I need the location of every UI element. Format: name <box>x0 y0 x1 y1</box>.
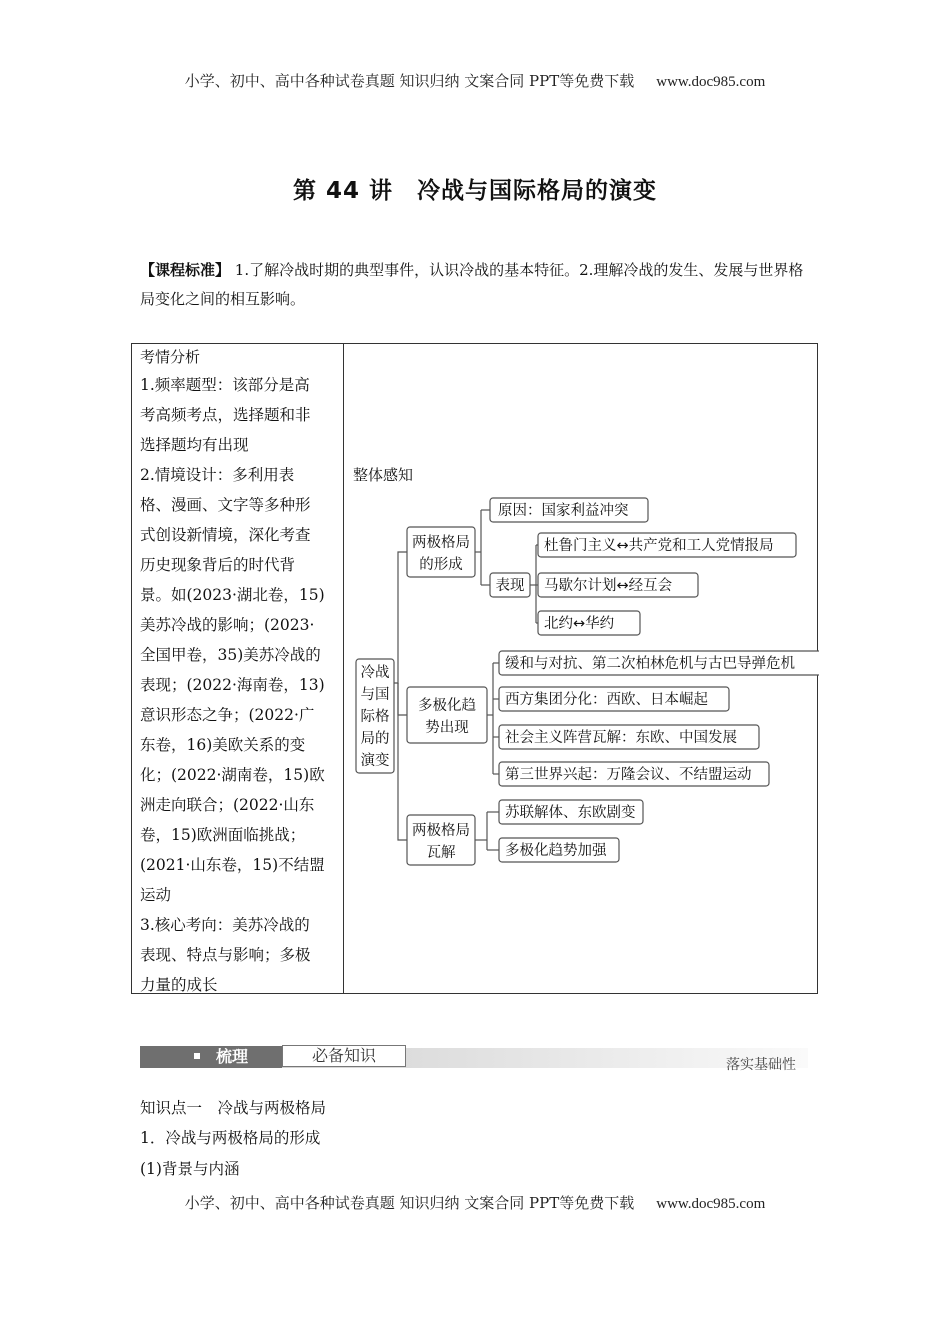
exam-analysis-line: 1.频率题型：该部分是高 <box>140 376 310 394</box>
sub-subsection-title: (1)背景与内涵 <box>140 1160 240 1178</box>
node-third-world <box>499 762 769 786</box>
svg-text:原因：国家利益冲突: 原因：国家利益冲突 <box>498 503 629 519</box>
svg-text:马歇尔计划↔经互会: 马歇尔计划↔经互会 <box>544 578 673 594</box>
footer-text: 小学、初中、高中各种试卷真题 知识归纳 文案合同 PPT等免费下载 <box>184 1194 635 1212</box>
exam-analysis-line: 表现、特点与影响；多极 <box>140 946 311 964</box>
exam-analysis-line: 景。如(2023·湖北卷，15) <box>140 586 325 604</box>
exam-analysis-line: 3.核心考向：美苏冷战的 <box>140 916 310 934</box>
subsection-title: 1．冷战与两极格局的形成 <box>140 1129 321 1147</box>
node-socialist-collapse <box>499 725 759 749</box>
exam-analysis-line: 全国甲卷，35)美苏冷战的 <box>140 646 321 664</box>
svg-text:与国: 与国 <box>360 687 390 703</box>
exam-analysis-line: 考高频考点，选择题和非 <box>140 406 311 424</box>
svg-text:第三世界兴起：万隆会议、不结盟运动: 第三世界兴起：万隆会议、不结盟运动 <box>505 767 752 783</box>
svg-text:际格: 际格 <box>360 709 390 725</box>
svg-text:杜鲁门主义↔共产党和工人党情报局: 杜鲁门主义↔共产党和工人党情报局 <box>544 538 774 554</box>
node-multipolar-strengthen <box>499 838 619 862</box>
branch-multipolar-trend <box>407 687 487 743</box>
node-nato-warsaw <box>538 611 640 635</box>
svg-text:缓和与对抗、第二次柏林危机与古巴导弹危机: 缓和与对抗、第二次柏林危机与古巴导弹危机 <box>505 656 795 672</box>
banner-light-tab: 必备知识 <box>282 1045 406 1067</box>
square-bullet-icon <box>194 1053 200 1059</box>
lesson-title: 第 44 讲 冷战与国际格局的演变 <box>292 178 658 204</box>
exam-analysis-line: 卷，15)欧洲面临挑战； <box>140 826 306 844</box>
mindmap <box>132 344 819 995</box>
svg-text:瓦解: 瓦解 <box>426 845 456 861</box>
header-url[interactable]: www.doc985.com <box>656 74 766 90</box>
svg-text:势出现: 势出现 <box>425 720 469 736</box>
exam-analysis-line: 美苏冷战的影响；(2023· <box>140 616 315 634</box>
exam-analysis-line: 东卷，16)美欧关系的变 <box>140 736 306 754</box>
overview-table <box>131 343 818 994</box>
node-cause <box>490 498 648 522</box>
svg-text:局的: 局的 <box>360 731 390 747</box>
branch-bipolar-collapse <box>407 815 475 865</box>
svg-text:多极化趋势加强: 多极化趋势加强 <box>505 843 607 859</box>
header-text: 小学、初中、高中各种试卷真题 知识归纳 文案合同 PPT等免费下载 <box>184 72 635 90</box>
exam-analysis-line: 格、漫画、文字等多种形 <box>140 496 311 514</box>
mindmap-root <box>356 659 394 773</box>
branch-bipolar-formation <box>407 527 475 577</box>
banner-dark-tab <box>140 1046 282 1068</box>
banner-dark-label: 梳理 <box>216 1047 249 1066</box>
svg-text:多极化趋: 多极化趋 <box>418 698 476 714</box>
node-detente-crises <box>499 651 819 675</box>
node-marshall-comecon <box>538 573 698 597</box>
node-soviet-dissolution <box>499 800 643 824</box>
node-western-split <box>499 687 729 711</box>
exam-analysis-line: 式创设新情境，深化考查 <box>140 526 311 544</box>
page-footer <box>0 1192 950 1213</box>
exam-analysis-line: 洲走向联合；(2022·山东 <box>140 796 315 814</box>
node-truman-cominform <box>538 533 796 557</box>
svg-text:北约↔华约: 北约↔华约 <box>544 616 615 632</box>
course-standard-label: 【课程标准】 <box>140 261 231 279</box>
section-banner <box>140 1042 808 1082</box>
svg-text:西方集团分化：西欧、日本崛起: 西方集团分化：西欧、日本崛起 <box>505 692 708 708</box>
exam-analysis-heading: 考情分析 <box>140 348 201 366</box>
course-standard <box>140 256 816 314</box>
svg-text:冷战: 冷战 <box>360 665 390 681</box>
svg-text:苏联解体、东欧剧变: 苏联解体、东欧剧变 <box>505 805 636 821</box>
exam-analysis-line: 历史现象背后的时代背 <box>140 556 296 574</box>
knowledge-point-title: 知识点一 冷战与两极格局 <box>140 1099 327 1117</box>
svg-text:社会主义阵营瓦解：东欧、中国发展: 社会主义阵营瓦解：东欧、中国发展 <box>505 730 737 746</box>
course-standard-text: 1.了解冷战时期的典型事件，认识冷战的基本特征。2.理解冷战的发生、发展与世界格局变化之间的相互影响。 <box>140 261 804 308</box>
exam-analysis-line: 力量的成长 <box>140 976 218 994</box>
banner-right-label: 落实基础性 <box>726 1057 796 1073</box>
node-manifestation <box>490 573 530 597</box>
mindmap-heading: 整体感知 <box>353 466 414 484</box>
exam-analysis-line: 表现；(2022·海南卷，13) <box>140 676 325 694</box>
svg-text:两极格局: 两极格局 <box>412 535 470 551</box>
exam-analysis-line: 意识形态之争；(2022·广 <box>140 706 315 724</box>
page-header <box>0 70 950 91</box>
exam-analysis-line: 2.情境设计：多利用表 <box>140 466 295 484</box>
exam-analysis-line: (2021·山东卷，15)不结盟 <box>140 856 325 874</box>
svg-text:的形成: 的形成 <box>419 557 463 573</box>
svg-text:演变: 演变 <box>360 753 390 769</box>
exam-analysis-line: 运动 <box>140 886 172 904</box>
exam-analysis-line: 化；(2022·湖南卷，15)欧 <box>140 766 325 784</box>
svg-text:两极格局: 两极格局 <box>412 823 470 839</box>
svg-text:表现: 表现 <box>495 578 525 594</box>
footer-url[interactable]: www.doc985.com <box>656 1196 766 1212</box>
exam-analysis-line: 选择题均有出现 <box>140 436 249 454</box>
